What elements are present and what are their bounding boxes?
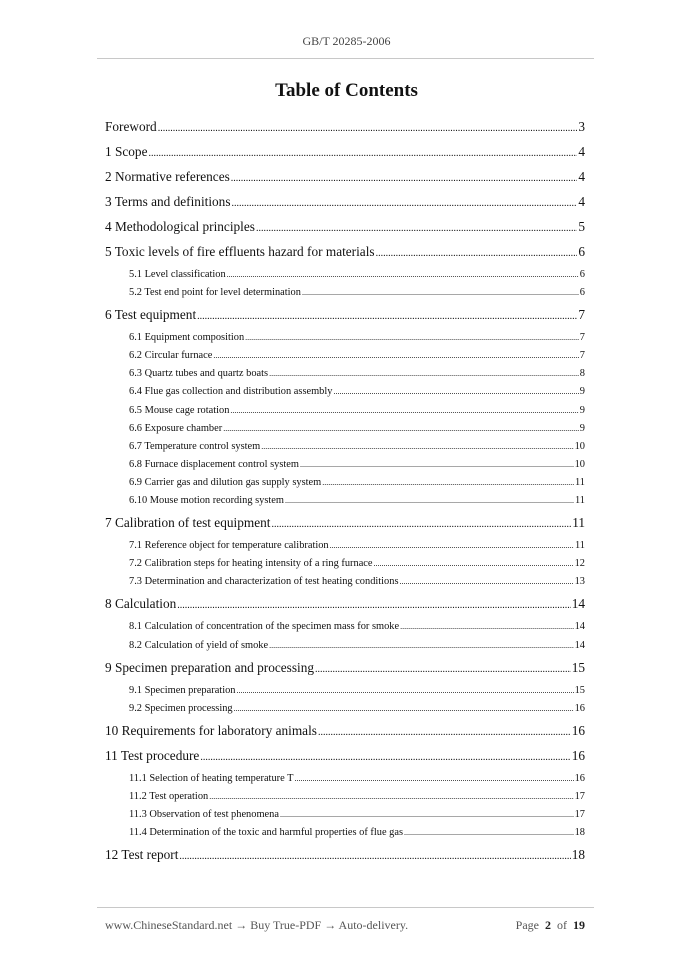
toc-leader-dots	[223, 422, 579, 436]
toc-entry-page: 7	[579, 350, 585, 362]
toc-subsection-entry[interactable]	[105, 458, 585, 476]
toc-entry-title: Foreword	[105, 119, 157, 134]
toc-entry-page: 4	[578, 169, 585, 184]
toc-leader-dots	[230, 404, 578, 418]
toc-entry-title: 11.3 Observation of test phenomena	[129, 808, 279, 820]
toc-entry-title: 5.2 Test end point for level determination	[129, 287, 301, 299]
toc-section-entry[interactable]	[105, 243, 585, 268]
toc-entry-title: 5.1 Level classification	[129, 269, 226, 280]
toc-subsection-entry[interactable]	[105, 404, 585, 422]
toc-entry-title: 8 Calculation	[105, 596, 177, 612]
toc-subsection-entry[interactable]	[105, 331, 585, 349]
toc-section-entry[interactable]	[105, 659, 585, 684]
toc-entry-title: 6 Test equipment	[105, 307, 197, 323]
toc-entry-page: 3	[578, 119, 585, 134]
toc-entry-page: 8	[579, 368, 585, 380]
toc-entry-title: 8.1 Calculation of concentration of the specimen mass for smoke	[129, 621, 400, 633]
toc-entry-page: 15	[571, 659, 585, 675]
toc-entry-page: 10	[574, 458, 585, 470]
toc-entry-page: 4	[578, 144, 585, 159]
toc-leader-dots	[376, 243, 578, 263]
toc-subsection-entry[interactable]	[105, 367, 585, 385]
toc-subsection-entry[interactable]	[105, 790, 585, 808]
toc-leader-dots	[200, 747, 570, 767]
toc-entry-page: 9	[579, 422, 585, 434]
toc-entry-page: 14	[571, 596, 585, 612]
toc-leader-dots	[209, 790, 573, 804]
toc-subsection-entry[interactable]	[105, 702, 585, 720]
toc-leader-dots	[213, 349, 578, 363]
toc-entry-page: 11	[574, 495, 585, 507]
toc-leader-dots	[404, 826, 574, 840]
toc-entry-page: 5	[578, 219, 585, 234]
toc-leader-dots	[231, 168, 578, 188]
toc-subsection-entry[interactable]	[105, 539, 585, 557]
toc-entry-title: 6.1 Equipment composition	[129, 332, 245, 344]
toc-section-entry[interactable]	[105, 143, 585, 168]
toc-entry-page: 7	[578, 307, 585, 323]
toc-subsection-entry[interactable]	[105, 639, 585, 657]
toc-entry-page: 11	[574, 540, 585, 552]
toc-entry-title: 1 Scope	[105, 144, 148, 159]
toc-section-entry[interactable]	[105, 193, 585, 218]
toc-entry-page: 16	[571, 747, 585, 763]
toc-entry-title: 11 Test procedure	[105, 747, 200, 763]
toc-entry-title: 4 Methodological principles	[105, 219, 255, 234]
toc-section-entry[interactable]	[105, 306, 585, 331]
toc-entry-page: 10	[574, 440, 585, 452]
toc-entry-page: 18	[574, 827, 585, 839]
footer-link[interactable]: www.ChineseStandard.net → Buy True-PDF → Auto-delivery.	[105, 918, 409, 932]
toc-section-entry[interactable]	[105, 218, 585, 243]
toc-subsection-entry[interactable]	[105, 826, 585, 844]
toc-entry-title: 5 Toxic levels of fire effluents hazard for materials	[105, 244, 375, 259]
toc-subsection-entry[interactable]	[105, 286, 585, 304]
toc-entry-title: 7.3 Determination and characterization of test heating conditions	[129, 576, 399, 588]
toc-section-entry[interactable]	[105, 595, 585, 620]
toc-section-entry[interactable]	[105, 747, 585, 772]
toc-leader-dots	[271, 514, 571, 534]
toc-entry-title: 6.10 Mouse motion recording system	[129, 495, 284, 507]
toc-entry-title: 8.2 Calculation of yield of smoke	[129, 639, 269, 651]
toc-leader-dots	[158, 118, 578, 138]
toc-entry-title: 10 Requirements for laboratory animals	[105, 722, 317, 738]
toc-leader-dots	[269, 639, 574, 653]
page-footer	[105, 918, 585, 933]
toc-entry-page: 13	[574, 576, 585, 588]
toc-leader-dots	[234, 702, 574, 716]
toc-entry-title: 2 Normative references	[105, 169, 230, 184]
page-title: Table of Contents	[275, 80, 418, 101]
toc-subsection-entry[interactable]	[105, 440, 585, 458]
toc-entry-title: 6.4 Flue gas collection and distribution assembly	[129, 386, 333, 398]
toc-entry-title: 7.2 Calibration steps for heating intensity of a ring furnace	[129, 558, 373, 570]
toc-leader-dots	[294, 772, 573, 786]
toc-leader-dots	[269, 367, 579, 381]
toc-leader-dots	[318, 722, 571, 742]
toc-subsection-entry[interactable]	[105, 557, 585, 575]
toc-entry-title: 9.2 Specimen processing	[129, 702, 233, 714]
toc-subsection-entry[interactable]	[105, 772, 585, 790]
toc-leader-dots	[261, 440, 573, 454]
toc-leader-dots	[315, 659, 571, 679]
toc-leader-dots	[302, 286, 579, 300]
toc-leader-dots	[232, 193, 578, 213]
toc-entry-page: 16	[571, 722, 585, 738]
toc-subsection-entry[interactable]	[105, 422, 585, 440]
toc-leader-dots	[148, 143, 577, 163]
toc-subsection-entry[interactable]	[105, 268, 585, 286]
toc-entry-page: 12	[574, 558, 585, 570]
toc-entry-page: 16	[574, 702, 585, 714]
toc-subsection-entry[interactable]	[105, 684, 585, 702]
toc-entry-page: 16	[574, 772, 585, 784]
toc-section-entry[interactable]	[105, 168, 585, 193]
toc-entry-page: 11	[574, 476, 585, 488]
toc-section-entry[interactable]	[105, 514, 585, 539]
toc-entry-page: 18	[571, 847, 585, 863]
current-page: 2	[545, 918, 551, 932]
toc-entry-page: 7	[579, 332, 585, 344]
toc-entry-page: 11	[572, 515, 585, 531]
toc-section-entry[interactable]	[105, 722, 585, 747]
header-divider	[97, 58, 594, 59]
toc-leader-dots	[245, 331, 579, 345]
toc-entry-page: 15	[574, 684, 585, 696]
toc-entry-title: 6.2 Circular furnace	[129, 350, 213, 362]
toc-leader-dots	[280, 808, 574, 822]
toc-leader-dots	[330, 539, 574, 553]
toc-leader-dots	[179, 846, 570, 866]
toc-leader-dots	[374, 557, 574, 571]
page-header: GB/T 20285-2006	[302, 34, 391, 48]
toc-entry-page: 17	[574, 790, 585, 802]
toc-leader-dots	[285, 494, 574, 508]
toc-entry-page: 9	[579, 404, 585, 416]
toc-subsection-entry[interactable]	[105, 385, 585, 403]
toc-entry-page: 17	[574, 808, 585, 820]
toc-entry-page: 6	[579, 269, 585, 280]
toc-entry-title: 6.3 Quartz tubes and quartz boats	[129, 368, 269, 380]
toc-leader-dots	[322, 476, 574, 490]
toc-entry-title: 9.1 Specimen preparation	[129, 684, 236, 696]
toc-leader-dots	[227, 268, 579, 282]
toc-leader-dots	[400, 575, 574, 589]
total-pages: 19	[573, 918, 585, 932]
toc-leader-dots	[256, 218, 577, 238]
toc-subsection-entry[interactable]	[105, 620, 585, 638]
toc-entry-title: 6.8 Furnace displacement control system	[129, 458, 299, 470]
toc-entry-title: 6.7 Temperature control system	[129, 440, 261, 452]
toc-entry-title: 7 Calibration of test equipment	[105, 515, 271, 531]
toc-entry-page: 14	[574, 621, 585, 633]
toc-entry-page: 4	[578, 194, 585, 209]
toc-leader-dots	[236, 684, 573, 698]
toc-subsection-entry[interactable]	[105, 349, 585, 367]
toc-subsection-entry[interactable]	[105, 494, 585, 512]
toc-entry-title: 12 Test report	[105, 847, 179, 863]
toc-entry-page: 14	[574, 639, 585, 651]
footer-divider	[97, 907, 594, 908]
toc-subsection-entry[interactable]	[105, 808, 585, 826]
toc-entry-title: 6.6 Exposure chamber	[129, 422, 223, 434]
toc-entry-page: 6	[578, 244, 585, 259]
toc-leader-dots	[197, 306, 577, 326]
toc-leader-dots	[177, 595, 570, 615]
toc-leader-dots	[300, 458, 574, 472]
toc-subsection-entry[interactable]	[105, 575, 585, 593]
toc-entry-title: 11.2 Test operation	[129, 790, 209, 802]
toc-entry-title: 9 Specimen preparation and processing	[105, 659, 314, 675]
toc-leader-dots	[400, 620, 574, 634]
page-number: Page 2 of 19	[515, 918, 585, 932]
toc-entry-title: 6.9 Carrier gas and dilution gas supply system	[129, 476, 322, 488]
toc-leader-dots	[333, 385, 578, 399]
table-of-contents	[105, 118, 585, 871]
toc-entry-page: 9	[579, 386, 585, 398]
toc-entry-title: 3 Terms and definitions	[105, 194, 231, 209]
toc-subsection-entry[interactable]	[105, 476, 585, 494]
toc-section-entry[interactable]	[105, 846, 585, 871]
toc-section-entry[interactable]	[105, 118, 585, 143]
toc-entry-title: 11.4 Determination of the toxic and harmful properties of flue gas	[129, 827, 404, 839]
toc-entry-title: 11.1 Selection of heating temperature T	[129, 772, 294, 784]
toc-entry-title: 7.1 Reference object for temperature calibration	[129, 540, 329, 552]
toc-entry-page: 6	[579, 287, 585, 299]
toc-entry-title: 6.5 Mouse cage rotation	[129, 404, 230, 416]
